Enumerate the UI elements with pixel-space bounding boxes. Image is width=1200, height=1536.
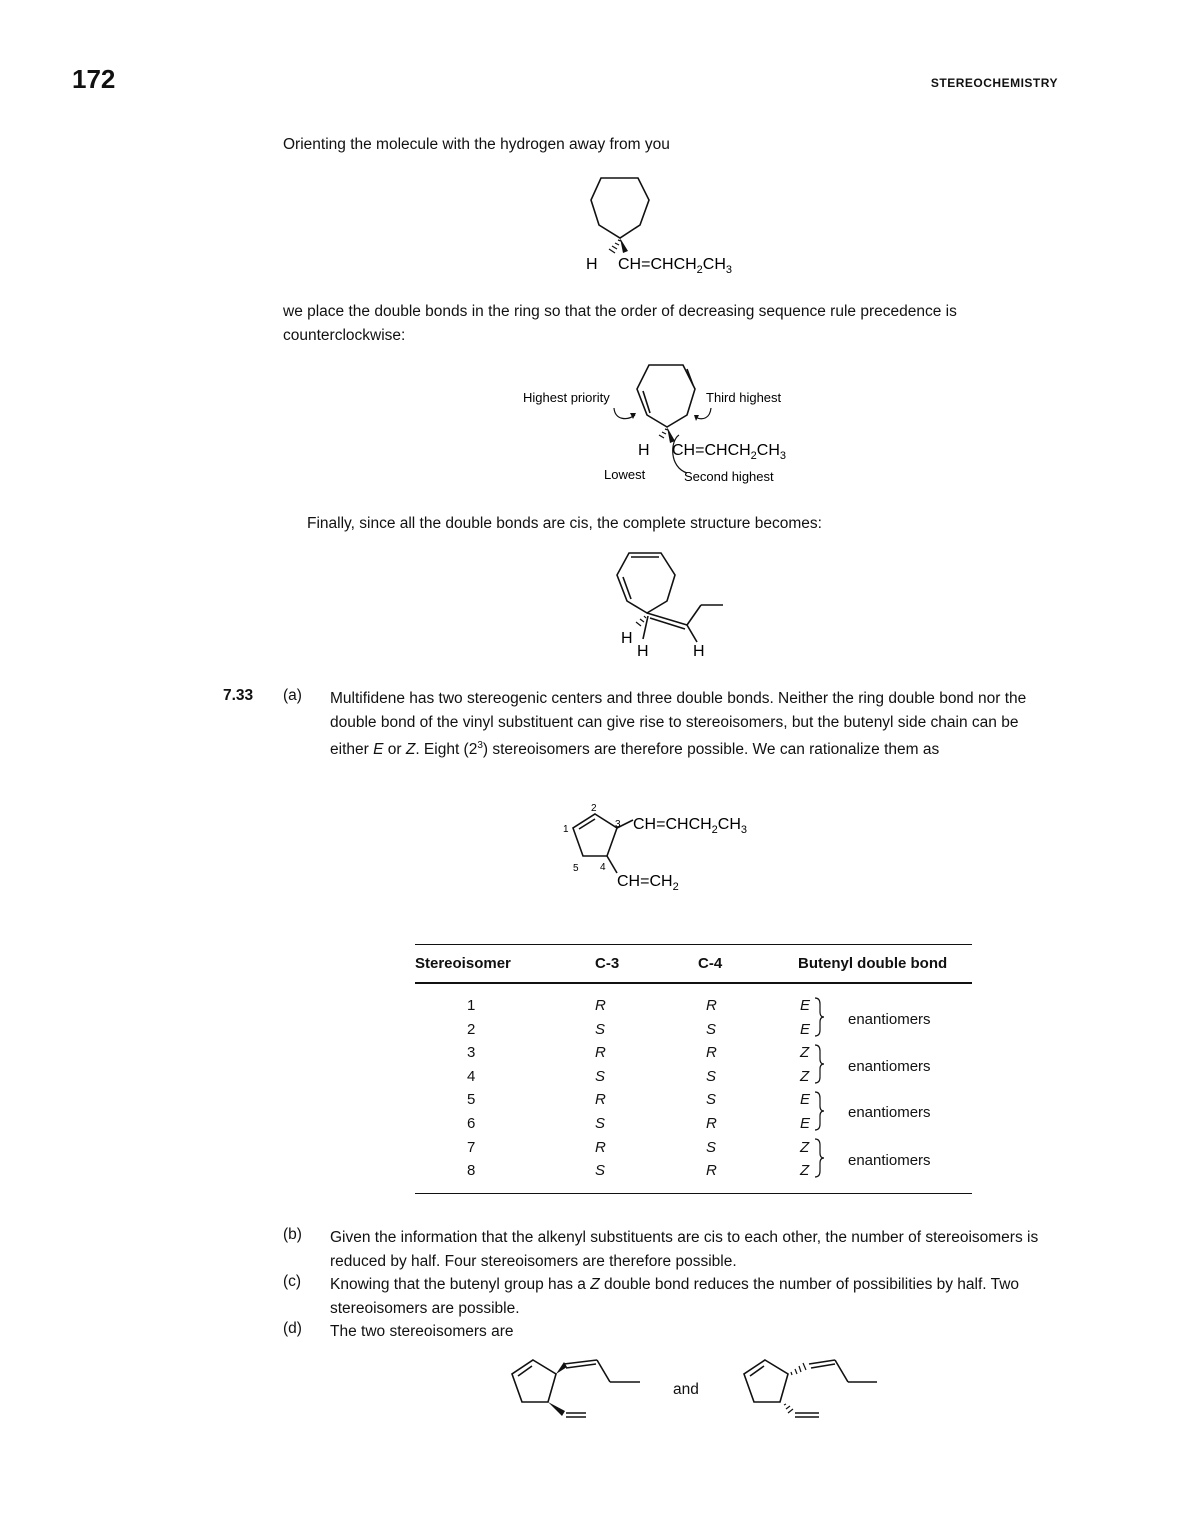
- mol3-h-label-3: H: [693, 643, 705, 660]
- header-stereoisomer: Stereoisomer: [415, 945, 595, 984]
- part-a-text: Multifidene has two stereogenic centers and three double bonds. Neither the ring double bond nor the double bond of the vinyl substituent can give rise to stereoisomers, but the butenyl side chain can be either E or Z. Eight $(2^3)$ stereoisomers are therefore possible. We can rationalize them as: [330, 690, 1027, 759]
- highest-priority-label: Highest priority: [523, 390, 610, 405]
- mol3-h-label-2: H: [637, 643, 649, 660]
- table-row: 2 S S E: [467, 1020, 811, 1038]
- header-butenyl: Butenyl double bond: [798, 945, 972, 984]
- header-c4: C-4: [698, 945, 798, 984]
- placement-text: we place the double bonds in the ring so that the order of decreasing sequence rule precedence is counterclockwise:: [283, 303, 957, 344]
- part-d-text: The two stereoisomers are: [330, 1323, 514, 1340]
- mol3-h-label-1: H: [621, 630, 633, 647]
- ring-number-1: 1: [563, 824, 569, 835]
- part-b-tag: (b): [283, 1226, 302, 1243]
- header-c3: C-3: [595, 945, 698, 984]
- part-c-tag: (c): [283, 1273, 302, 1290]
- molecule-multifidene-numbered: [555, 798, 805, 896]
- enantiomers-label-2: enantiomers: [848, 1058, 931, 1075]
- molecule-cycloheptyl-side-chain: [560, 170, 800, 280]
- enantiomers-label-1: enantiomers: [848, 1011, 931, 1028]
- table-row: 7 R S Z: [467, 1138, 810, 1156]
- third-highest-label: Third highest: [706, 390, 782, 405]
- part-d-tag: (d): [283, 1320, 302, 1337]
- table-row: 6 S R E: [467, 1114, 811, 1132]
- orienting-text: Orienting the molecule with the hydrogen away from you: [283, 136, 670, 153]
- ring-number-2: 2: [591, 803, 597, 814]
- part-a-tag: (a): [283, 687, 302, 704]
- table-row: 5 R S E: [467, 1091, 811, 1109]
- stereoisomer-structure-1: [500, 1350, 650, 1425]
- ring-number-5: 5: [573, 863, 579, 874]
- enantiomer-braces: [812, 996, 832, 1186]
- mol1-side-chain: $CH=CHCH_2CH_3$: [618, 256, 733, 276]
- molecule-complete-structure: [595, 545, 745, 660]
- enantiomers-label-3: enantiomers: [848, 1104, 931, 1121]
- ring-number-4: 4: [600, 862, 606, 873]
- and-label: and: [673, 1381, 699, 1398]
- mol2-side-chain: $CH=CHCH_2CH_3$: [672, 442, 787, 462]
- problem-number: 7.33: [223, 687, 254, 704]
- running-title: STEREOCHEMISTRY: [930, 76, 1058, 90]
- table-row: 4 S S Z: [467, 1067, 810, 1085]
- second-highest-label: Second highest: [684, 469, 774, 484]
- lowest-label: Lowest: [604, 467, 646, 482]
- final-text: Finally, since all the double bonds are cis, the complete structure becomes:: [307, 515, 822, 532]
- molecule-priority-diagram: [515, 355, 835, 490]
- page-number: 172: [72, 64, 116, 94]
- table-header-row: [415, 945, 972, 984]
- enantiomers-label-4: enantiomers: [848, 1152, 931, 1169]
- stereoisomer-structure-2: [735, 1350, 885, 1425]
- vinyl-group: $CH=CH_2$: [617, 873, 679, 893]
- table-row: 1 R R E: [467, 997, 811, 1014]
- ring-number-3: 3: [615, 819, 621, 830]
- part-c-text: Knowing that the butenyl group has a Z double bond reduces the number of possibilities by half. Two stereoisomers are possible.: [330, 1276, 1020, 1317]
- mol2-h-label: H: [638, 442, 650, 459]
- table-row: 8 S R Z: [415, 1159, 972, 1193]
- butenyl-chain: $CH=CHCH_2CH_3$: [633, 816, 748, 836]
- table-row: 3 R R Z: [467, 1044, 810, 1062]
- mol1-h-label: H: [586, 256, 598, 273]
- part-b-text: Given the information that the alkenyl substituents are cis to each other, the number of stereoisomers is reduced by half. Four stereoisomers are therefore possible.: [330, 1229, 1039, 1270]
